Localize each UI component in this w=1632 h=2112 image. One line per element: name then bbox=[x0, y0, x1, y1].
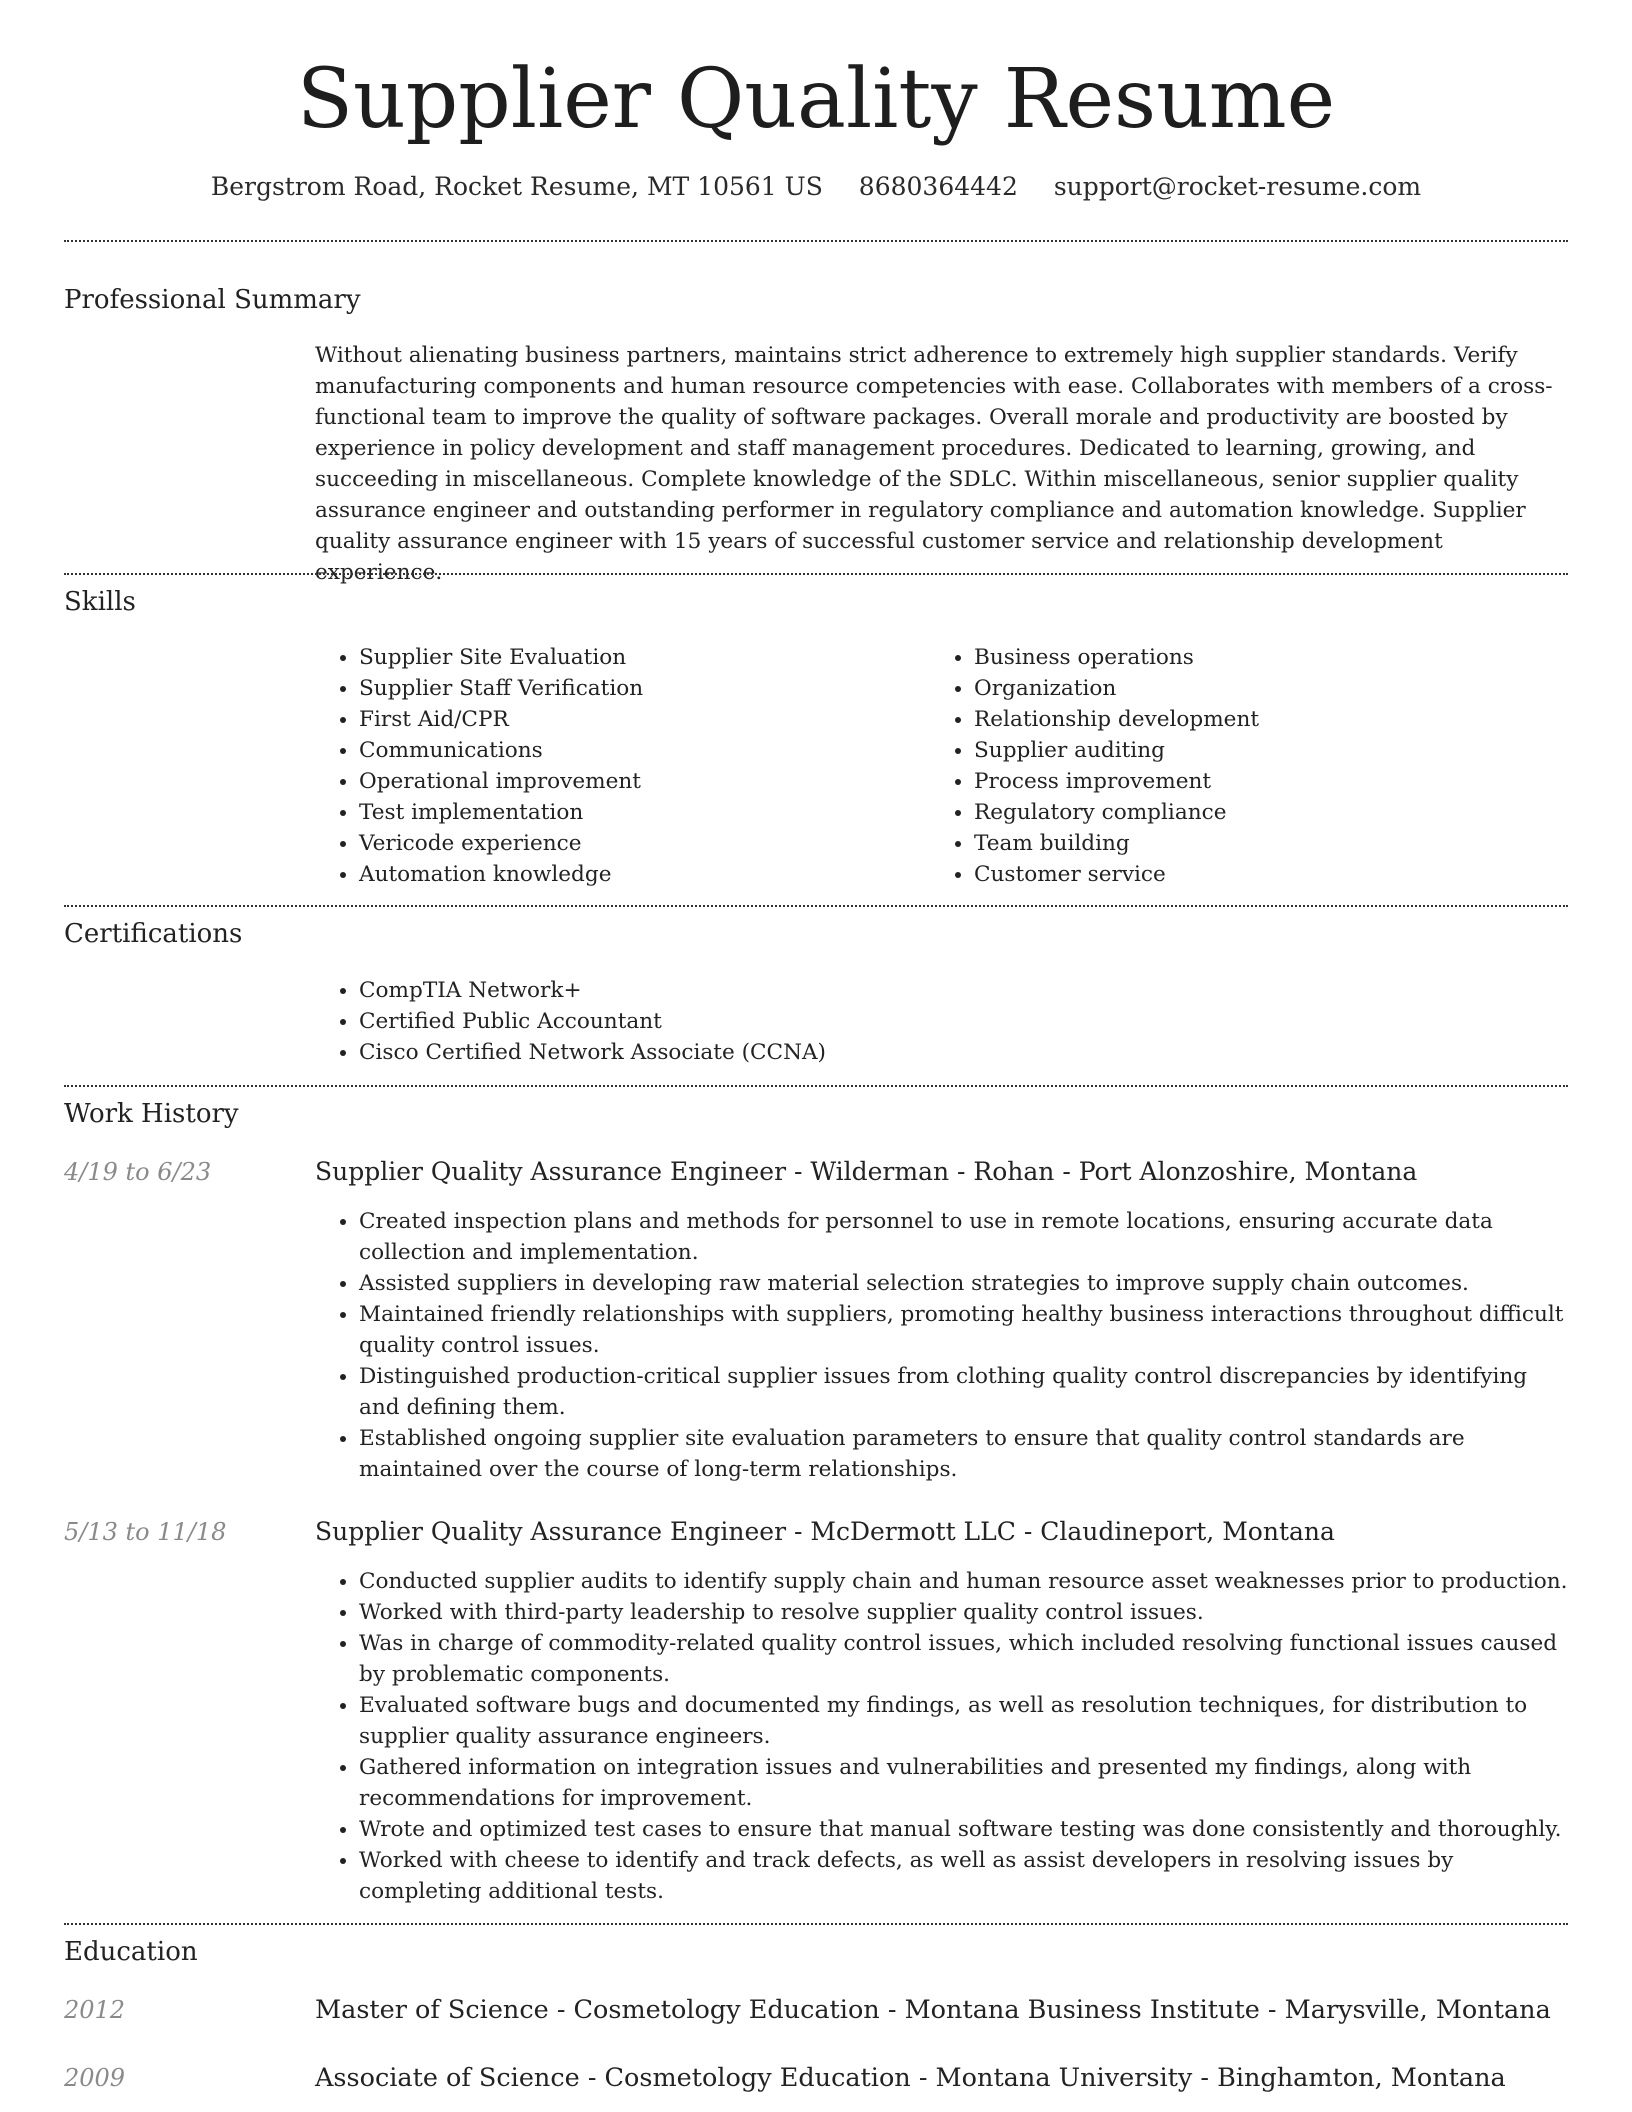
skill-item: • Customer service bbox=[974, 859, 1574, 890]
divider bbox=[64, 240, 1568, 242]
skill-item: • Supplier Site Evaluation bbox=[359, 642, 919, 673]
skill-item: • Vericode experience bbox=[359, 828, 919, 859]
job-bullet: • Created inspection plans and methods for personnel to use in remote locations, ensuring accurate data collection and implementation. bbox=[359, 1206, 1570, 1268]
certification-item: • Cisco Certified Network Associate (CCNA) bbox=[359, 1037, 1559, 1068]
education-degree: Master of Science - Cosmetology Education - Montana Business Institute - Marysville, Montana bbox=[315, 1995, 1551, 2025]
job-bullet: • Was in charge of commodity-related quality control issues, which included resolving functional issues caused by problematic components. bbox=[359, 1628, 1570, 1690]
divider bbox=[64, 1923, 1568, 1925]
skills-list-right bbox=[930, 642, 1574, 890]
contact-address: Bergstrom Road, Rocket Resume, MT 10561 US bbox=[210, 172, 823, 201]
skill-item: • Regulatory compliance bbox=[974, 797, 1574, 828]
contact-line bbox=[0, 170, 1632, 204]
job-bullet: • Maintained friendly relationships with suppliers, promoting healthy business interactions throughout difficult quality control issues. bbox=[359, 1299, 1570, 1361]
skills-list-left bbox=[315, 642, 919, 890]
certification-item: • Certified Public Accountant bbox=[359, 1006, 1559, 1037]
skill-item: • Supplier Staff Verification bbox=[359, 673, 919, 704]
skill-item: • Supplier auditing bbox=[974, 735, 1574, 766]
summary-heading: Professional Summary bbox=[64, 285, 361, 315]
resume-title: Supplier Quality Resume bbox=[296, 52, 1336, 147]
skill-item: • Organization bbox=[974, 673, 1574, 704]
job-bullet: • Gathered information on integration issues and vulnerabilities and presented my findings, along with recommendations for improvement. bbox=[359, 1752, 1570, 1814]
divider bbox=[64, 1085, 1568, 1087]
education-degree: Associate of Science - Cosmetology Education - Montana University - Binghamton, Montana bbox=[315, 2063, 1506, 2093]
skill-item: • Relationship development bbox=[974, 704, 1574, 735]
job-bullet: • Assisted suppliers in developing raw material selection strategies to improve supply chain outcomes. bbox=[359, 1268, 1570, 1299]
contact-email: support@rocket-resume.com bbox=[1053, 172, 1422, 201]
job-bullet: • Conducted supplier audits to identify supply chain and human resource asset weaknesses prior to production. bbox=[359, 1566, 1570, 1597]
education-year: 2009 bbox=[64, 2064, 126, 2092]
job-bullets bbox=[315, 1566, 1570, 1907]
job-bullet: • Worked with cheese to identify and track defects, as well as assist developers in resolving issues by completing additional tests. bbox=[359, 1845, 1570, 1907]
divider bbox=[64, 573, 1568, 575]
contact-phone: 8680364442 bbox=[858, 172, 1018, 201]
job-bullet: • Evaluated software bugs and documented my findings, as well as resolution techniques, for distribution to supplier quality assurance engineers. bbox=[359, 1690, 1570, 1752]
job-bullets bbox=[315, 1206, 1570, 1485]
job-bullet: • Distinguished production-critical supplier issues from clothing quality control discrepancies by identifying and defining them. bbox=[359, 1361, 1570, 1423]
education-year: 2012 bbox=[64, 1996, 126, 2024]
skill-item: • Operational improvement bbox=[359, 766, 919, 797]
summary-text: Without alienating business partners, maintains strict adherence to extremely high supplier standards. Verify manufacturing components and human resource competencies with ease. Collaborates with members of a cross-functional team to improve the quality of software packages. Overall morale and productivity are boosted by experience in policy development and staff management procedures. Dedicated to learning, growing, and succeeding in miscellaneous. Complete knowledge of the SDLC. Within miscellaneous, senior supplier quality assurance engineer and outstanding performer in regulatory compliance and automation knowledge. Supplier quality assurance engineer with 15 years of successful customer service and relationship development experience. bbox=[315, 343, 1553, 585]
certification-item: • CompTIA Network+ bbox=[359, 975, 1559, 1006]
skill-item: • Communications bbox=[359, 735, 919, 766]
divider bbox=[64, 905, 1568, 907]
certifications-list bbox=[315, 975, 1559, 1068]
certifications-heading: Certifications bbox=[64, 919, 243, 949]
education-heading: Education bbox=[64, 1937, 198, 1967]
skill-item: • Test implementation bbox=[359, 797, 919, 828]
skills-heading: Skills bbox=[64, 587, 136, 617]
job-bullet: • Wrote and optimized test cases to ensure that manual software testing was done consistently and thoroughly. bbox=[359, 1814, 1570, 1845]
job-dates: 5/13 to 11/18 bbox=[64, 1518, 227, 1546]
skill-item: • First Aid/CPR bbox=[359, 704, 919, 735]
job-bullet: • Established ongoing supplier site evaluation parameters to ensure that quality control standards are maintained over the course of long-term relationships. bbox=[359, 1423, 1570, 1485]
job-bullet: • Worked with third-party leadership to resolve supplier quality control issues. bbox=[359, 1597, 1570, 1628]
skill-item: • Team building bbox=[974, 828, 1574, 859]
job-title: Supplier Quality Assurance Engineer - McDermott LLC - Claudineport, Montana bbox=[315, 1517, 1335, 1546]
skill-item: • Business operations bbox=[974, 642, 1574, 673]
job-dates: 4/19 to 6/23 bbox=[64, 1158, 212, 1186]
skill-item: • Automation knowledge bbox=[359, 859, 919, 890]
work-history-heading: Work History bbox=[64, 1099, 239, 1129]
skill-item: • Process improvement bbox=[974, 766, 1574, 797]
job-title: Supplier Quality Assurance Engineer - Wilderman - Rohan - Port Alonzoshire, Montana bbox=[315, 1157, 1418, 1186]
